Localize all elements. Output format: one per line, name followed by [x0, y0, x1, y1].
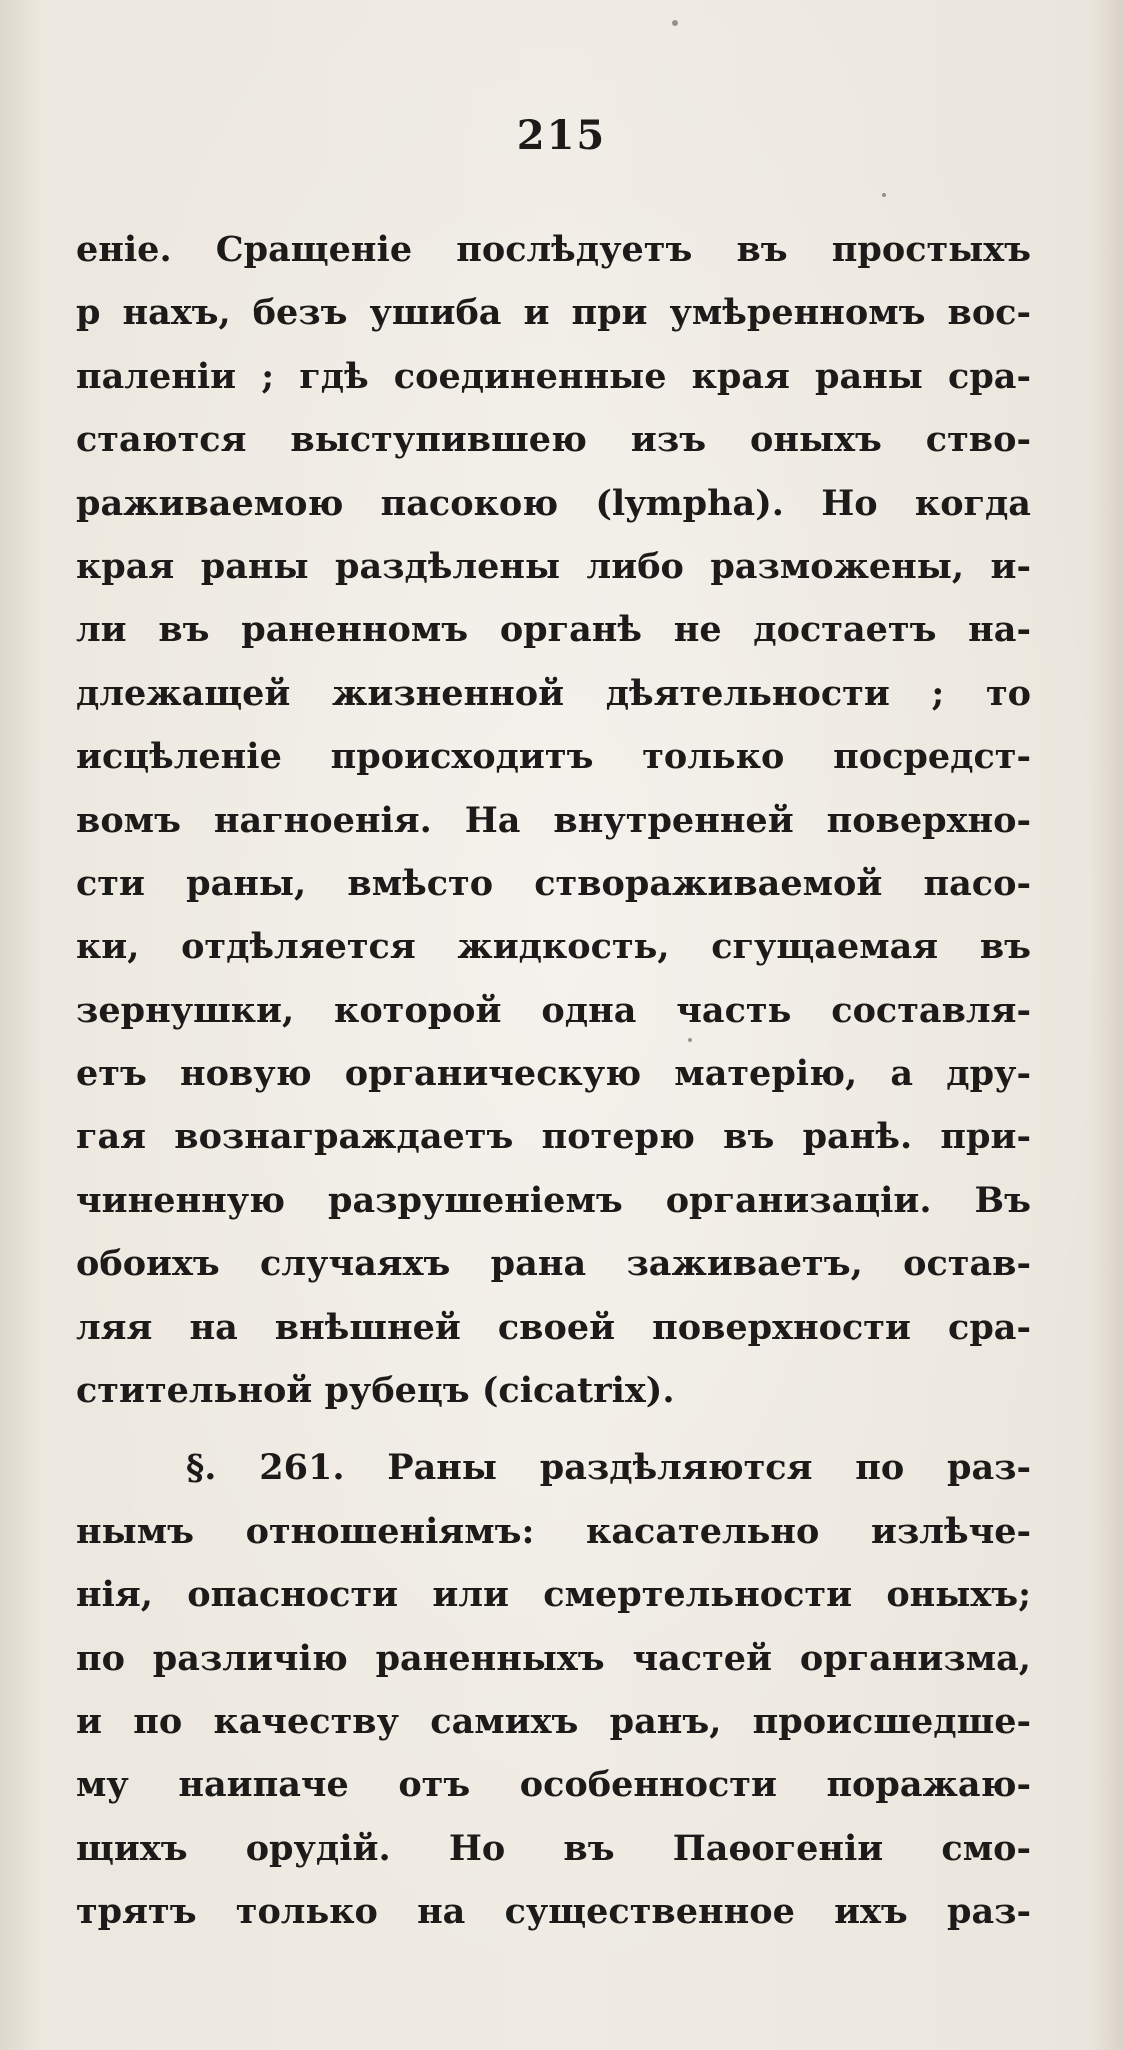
text-line: зернушки, которой одна часть составля-	[76, 989, 1031, 1031]
text-line: исцѣленіе происходитъ только посредст-	[76, 736, 1031, 778]
text-line: му наипаче отъ особенности поражаю-	[76, 1764, 1031, 1806]
text-line: ли въ раненномъ органѣ не достаетъ на-	[76, 609, 1031, 651]
page-number: 215	[516, 112, 607, 159]
body-text	[76, 218, 1031, 1944]
text-line: обоихъ случаяхъ рана заживаетъ, остав-	[76, 1243, 1031, 1285]
text-line: нія, опасности или смертельности оныхъ;	[76, 1574, 1031, 1616]
text-line: нымъ отношеніямъ: касательно излѣче-	[76, 1510, 1031, 1552]
text-line: вомъ нагноенія. На внутренней поверхно-	[76, 799, 1031, 841]
text-line: паленіи ; гдѣ соединенные края раны сра-	[76, 355, 1031, 397]
text-line: ляя на внѣшней своей поверхности сра-	[76, 1306, 1031, 1348]
text-line: еніе. Сращеніе послѣдуетъ въ простыхъ	[76, 229, 1031, 270]
text-line: трятъ только на существенное ихъ раз-	[76, 1891, 1031, 1933]
text-line: и по качеству самихъ ранъ, происшедше-	[76, 1700, 1031, 1742]
text-line: стаются выступившею изъ оныхъ ство-	[76, 419, 1031, 461]
text-line: длежащей жизненной дѣятельности ; то	[76, 672, 1031, 714]
text-line: гая вознаграждаетъ потерю въ ранѣ. при-	[76, 1116, 1031, 1158]
text-line: р нахъ, безъ ушиба и при умѣренномъ вос-	[76, 292, 1031, 334]
text-line: чиненную разрушеніемъ организаціи. Въ	[76, 1179, 1031, 1221]
ink-speck	[882, 193, 886, 197]
text-line: сти раны, вмѣсто створаживаемой пасо-	[76, 862, 1031, 904]
text-line: раживаемою пасокою (lympha). Но когда	[76, 482, 1031, 524]
paragraph-gap	[76, 1422, 1031, 1436]
text-line: стительной рубецъ (cicatrix).	[76, 1370, 675, 1412]
text-line: ки, отдѣляется жидкость, сгущаемая въ	[76, 926, 1031, 968]
text-line: по различію раненныхъ частей организма,	[76, 1637, 1031, 1679]
text-line: щихъ орудій. Но въ Паѳогеніи смо-	[76, 1827, 1031, 1869]
section-heading-line: §. 261. Раны раздѣляются по раз-	[186, 1447, 1031, 1489]
text-line: края раны раздѣлены либо разможены, и-	[76, 545, 1031, 587]
ink-speck	[672, 20, 678, 26]
text-line: етъ новую органическую матерію, а дру-	[76, 1053, 1031, 1095]
